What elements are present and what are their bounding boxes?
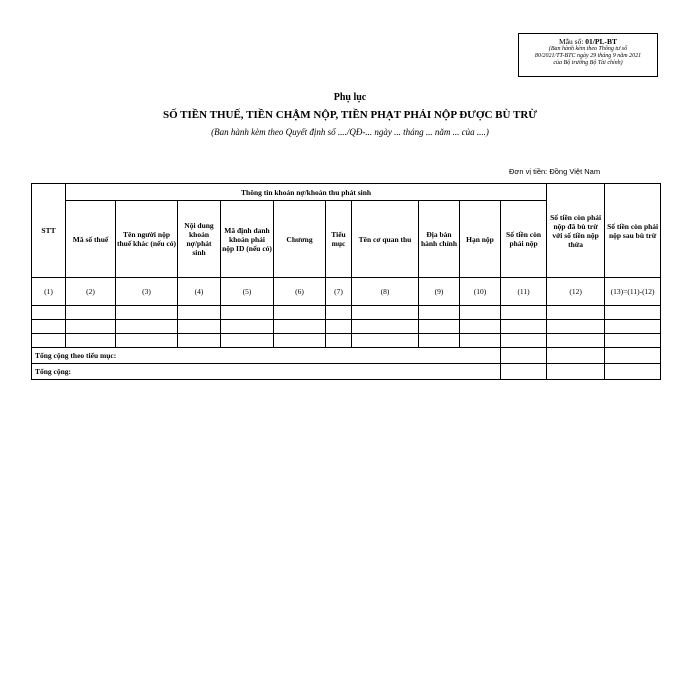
appendix-label: Phụ lục — [333, 92, 367, 103]
subitem-total-row — [32, 348, 661, 364]
column-number: (4) — [178, 278, 221, 306]
column-number: (6) — [274, 278, 326, 306]
header-cell-amount-payable: Số tiền còn phải nộp — [501, 201, 547, 278]
column-number: (1) — [32, 278, 66, 306]
form-code — [519, 37, 657, 46]
column-number: (2) — [66, 278, 116, 306]
column-number: (13)=(11)-(12) — [605, 278, 661, 306]
form-box-line-3: của Bộ trưởng Bộ Tài chính) — [553, 60, 623, 66]
header-cell-amount-after-offset: Số tiền còn phải nộp sau bù trừ — [605, 184, 661, 278]
document-title: SỐ TIỀN THUẾ, TIỀN CHẬM NỘP, TIỀN PHẠT PHẢI NỘP ĐƯỢC BÙ TRỪ — [162, 109, 538, 121]
form-code-value: 01/PL-BT — [585, 37, 617, 46]
header-cell-due-date: Hạn nộp — [460, 201, 501, 278]
currency-unit: Đơn vị tiền: Đồng Việt Nam — [509, 167, 601, 176]
column-number: (3) — [116, 278, 178, 306]
header-cell-tax-code: Mã số thuế — [66, 201, 116, 278]
form-code-prefix: Mẫu số: — [559, 37, 584, 46]
column-number: (12) — [547, 278, 605, 306]
header-cell-collecting-agency: Tên cơ quan thu — [352, 201, 419, 278]
form-box-line-2: 80/2021/TT-BTC ngày 29 tháng 9 năm 2021 — [534, 53, 642, 59]
column-number: (9) — [419, 278, 460, 306]
header-group-debt-info: Thông tin khoản nợ/khoản thu phát sinh — [66, 184, 547, 201]
table-row — [32, 320, 661, 334]
header-cell-stt: STT — [32, 184, 66, 278]
header-cell-offset-amount: Số tiền còn phải nộp đã bù trừ với số tiền nộp thừa — [547, 184, 605, 278]
column-number: (7) — [326, 278, 352, 306]
column-number: (11) — [501, 278, 547, 306]
header-cell-debt-content: Nội dung khoản nợ/phát sinh — [178, 201, 221, 278]
column-number-row — [32, 278, 661, 306]
form-box-line-1: (Ban hành kèm theo Thông tư số — [548, 46, 628, 52]
table-row — [32, 334, 661, 348]
column-number: (10) — [460, 278, 501, 306]
table-row — [32, 306, 661, 320]
document-subtitle: (Ban hành kèm theo Quyết định số ..../QĐ-... ngày ... tháng ... năm ... của ....) — [211, 127, 489, 137]
header-cell-payable-id: Mã định danh khoản phải nộp ID (nếu có) — [221, 201, 274, 278]
header-cell-other-taxpayer: Tên người nộp thuế khác (nếu có) — [116, 201, 178, 278]
header-cell-subitem: Tiểu mục — [326, 201, 352, 278]
column-number: (8) — [352, 278, 419, 306]
offset-table — [31, 183, 661, 380]
grand-total-row — [32, 364, 661, 380]
form-code-box — [518, 33, 658, 77]
grand-total-label: Tổng cộng: — [32, 364, 501, 380]
header-cell-chapter: Chương — [274, 201, 326, 278]
subitem-total-label: Tổng cộng theo tiểu mục: — [32, 348, 501, 364]
column-number: (5) — [221, 278, 274, 306]
header-cell-admin-area: Địa bàn hành chính — [419, 201, 460, 278]
